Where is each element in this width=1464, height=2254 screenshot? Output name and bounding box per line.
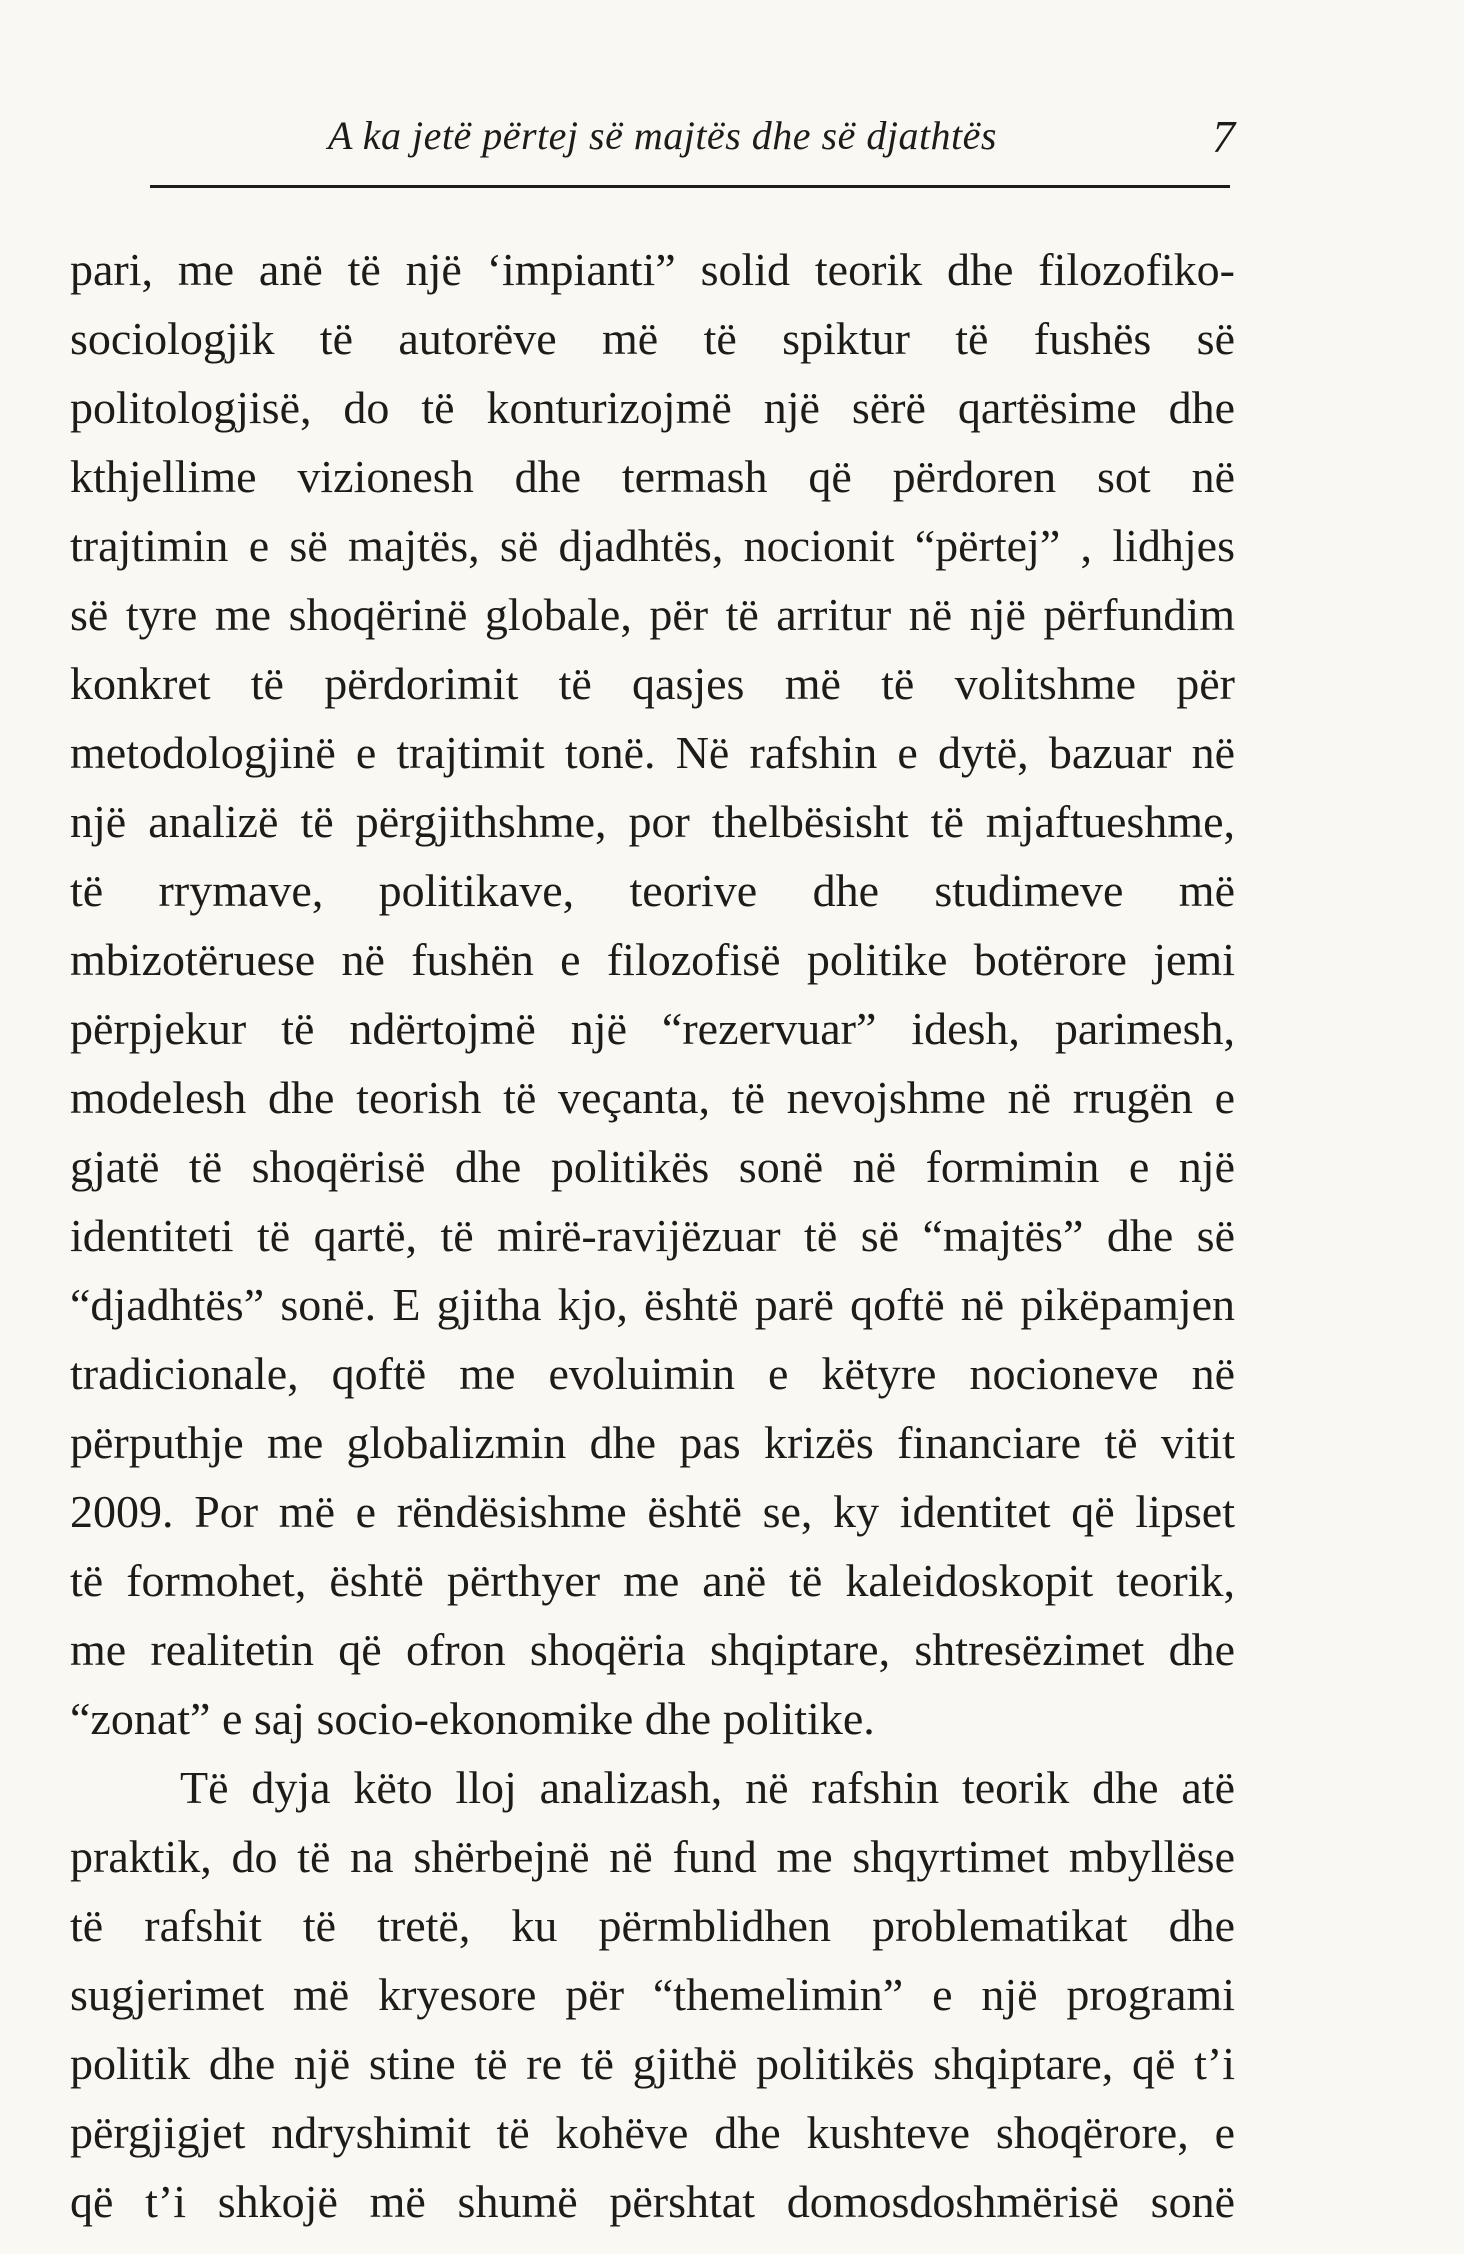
body-text — [70, 235, 1235, 2236]
text-line: të rrymave, politikave, teorive dhe studimeve më — [70, 865, 1235, 916]
paragraph-1 — [70, 235, 1235, 1753]
text-line: politologjisë, do të konturizojmë një sërë qartësime dhe — [70, 382, 1235, 433]
text-line: identiteti të qartë, të mirë-ravijëzuar të së “majtës” dhe së — [70, 1210, 1235, 1261]
text-line: pari, me anë të një ‘impianti” solid teorik dhe filozofiko- — [70, 244, 1235, 295]
text-line: praktik, do të na shërbejnë në fund me shqyrtimet mbyllëse — [70, 1831, 1235, 1882]
text-line: gjatë të shoqërisë dhe politikës sonë në formimin e një — [70, 1141, 1235, 1192]
text-line: modelesh dhe teorish të veçanta, të nevojshme në rrugën e — [70, 1072, 1235, 1123]
text-line: mbizotëruese në fushën e filozofisë politike botërore jemi — [70, 934, 1235, 985]
text-line: përpjekur të ndërtojmë një “rezervuar” idesh, parimesh, — [70, 1003, 1235, 1054]
text-line: “djadhtës” sonë. E gjitha kjo, është parë qoftë në pikëpamjen — [70, 1279, 1235, 1330]
header-rule — [150, 185, 1230, 188]
text-line: me realitetin që ofron shoqëria shqiptare, shtresëzimet dhe — [70, 1624, 1235, 1675]
text-line: që t’i shkojë më shumë përshtat domosdoshmërisë sonë — [70, 2176, 1235, 2227]
text-line: një analizë të përgjithshme, por thelbësisht të mjaftueshme, — [70, 796, 1235, 847]
text-line: konkret të përdorimit të qasjes më të volitshme për — [70, 658, 1235, 709]
text-line: trajtimin e së majtës, së djadhtës, nocionit “përtej” , lidhjes — [70, 520, 1235, 571]
text-line: përgjigjet ndryshimit të kohëve dhe kushteve shoqërore, e — [70, 2107, 1235, 2158]
text-line: politik dhe një stine të re të gjithë politikës shqiptare, që t’i — [70, 2038, 1235, 2089]
text-line: metodologjinë e trajtimit tonë. Në rafshin e dytë, bazuar në — [70, 727, 1235, 778]
paragraph-2 — [70, 1753, 1235, 2236]
text-line: të rafshit të tretë, ku përmblidhen problematikat dhe — [70, 1900, 1235, 1951]
text-line: tradicionale, qoftë me evoluimin e këtyre nocioneve në — [70, 1348, 1235, 1399]
text-line: Të dyja këto lloj analizash, në rafshin teorik dhe atë — [180, 1762, 1235, 1813]
page-number: 7 — [1212, 111, 1235, 162]
text-line: së tyre me shoqërinë globale, për të arritur në një përfundim — [70, 589, 1235, 640]
text-line: sugjerimet më kryesore për “themelimin” e një programi — [70, 1969, 1235, 2020]
running-head: A ka jetë përtej së majtës dhe së djathtës — [328, 113, 997, 158]
text-line: sociologjik të autorëve më të spiktur të fushës së — [70, 313, 1235, 364]
text-line: kthjellime vizionesh dhe termash që përdoren sot në — [70, 451, 1235, 502]
text-line: të formohet, është përthyer me anë të kaleidoskopit teorik, — [70, 1555, 1235, 1606]
text-line: 2009. Por më e rëndësishme është se, ky identitet që lipset — [70, 1486, 1235, 1537]
text-line: “zonat” e saj socio-ekonomike dhe politike. — [70, 1693, 875, 1744]
text-line: përputhje me globalizmin dhe pas krizës financiare të vitit — [70, 1417, 1235, 1468]
